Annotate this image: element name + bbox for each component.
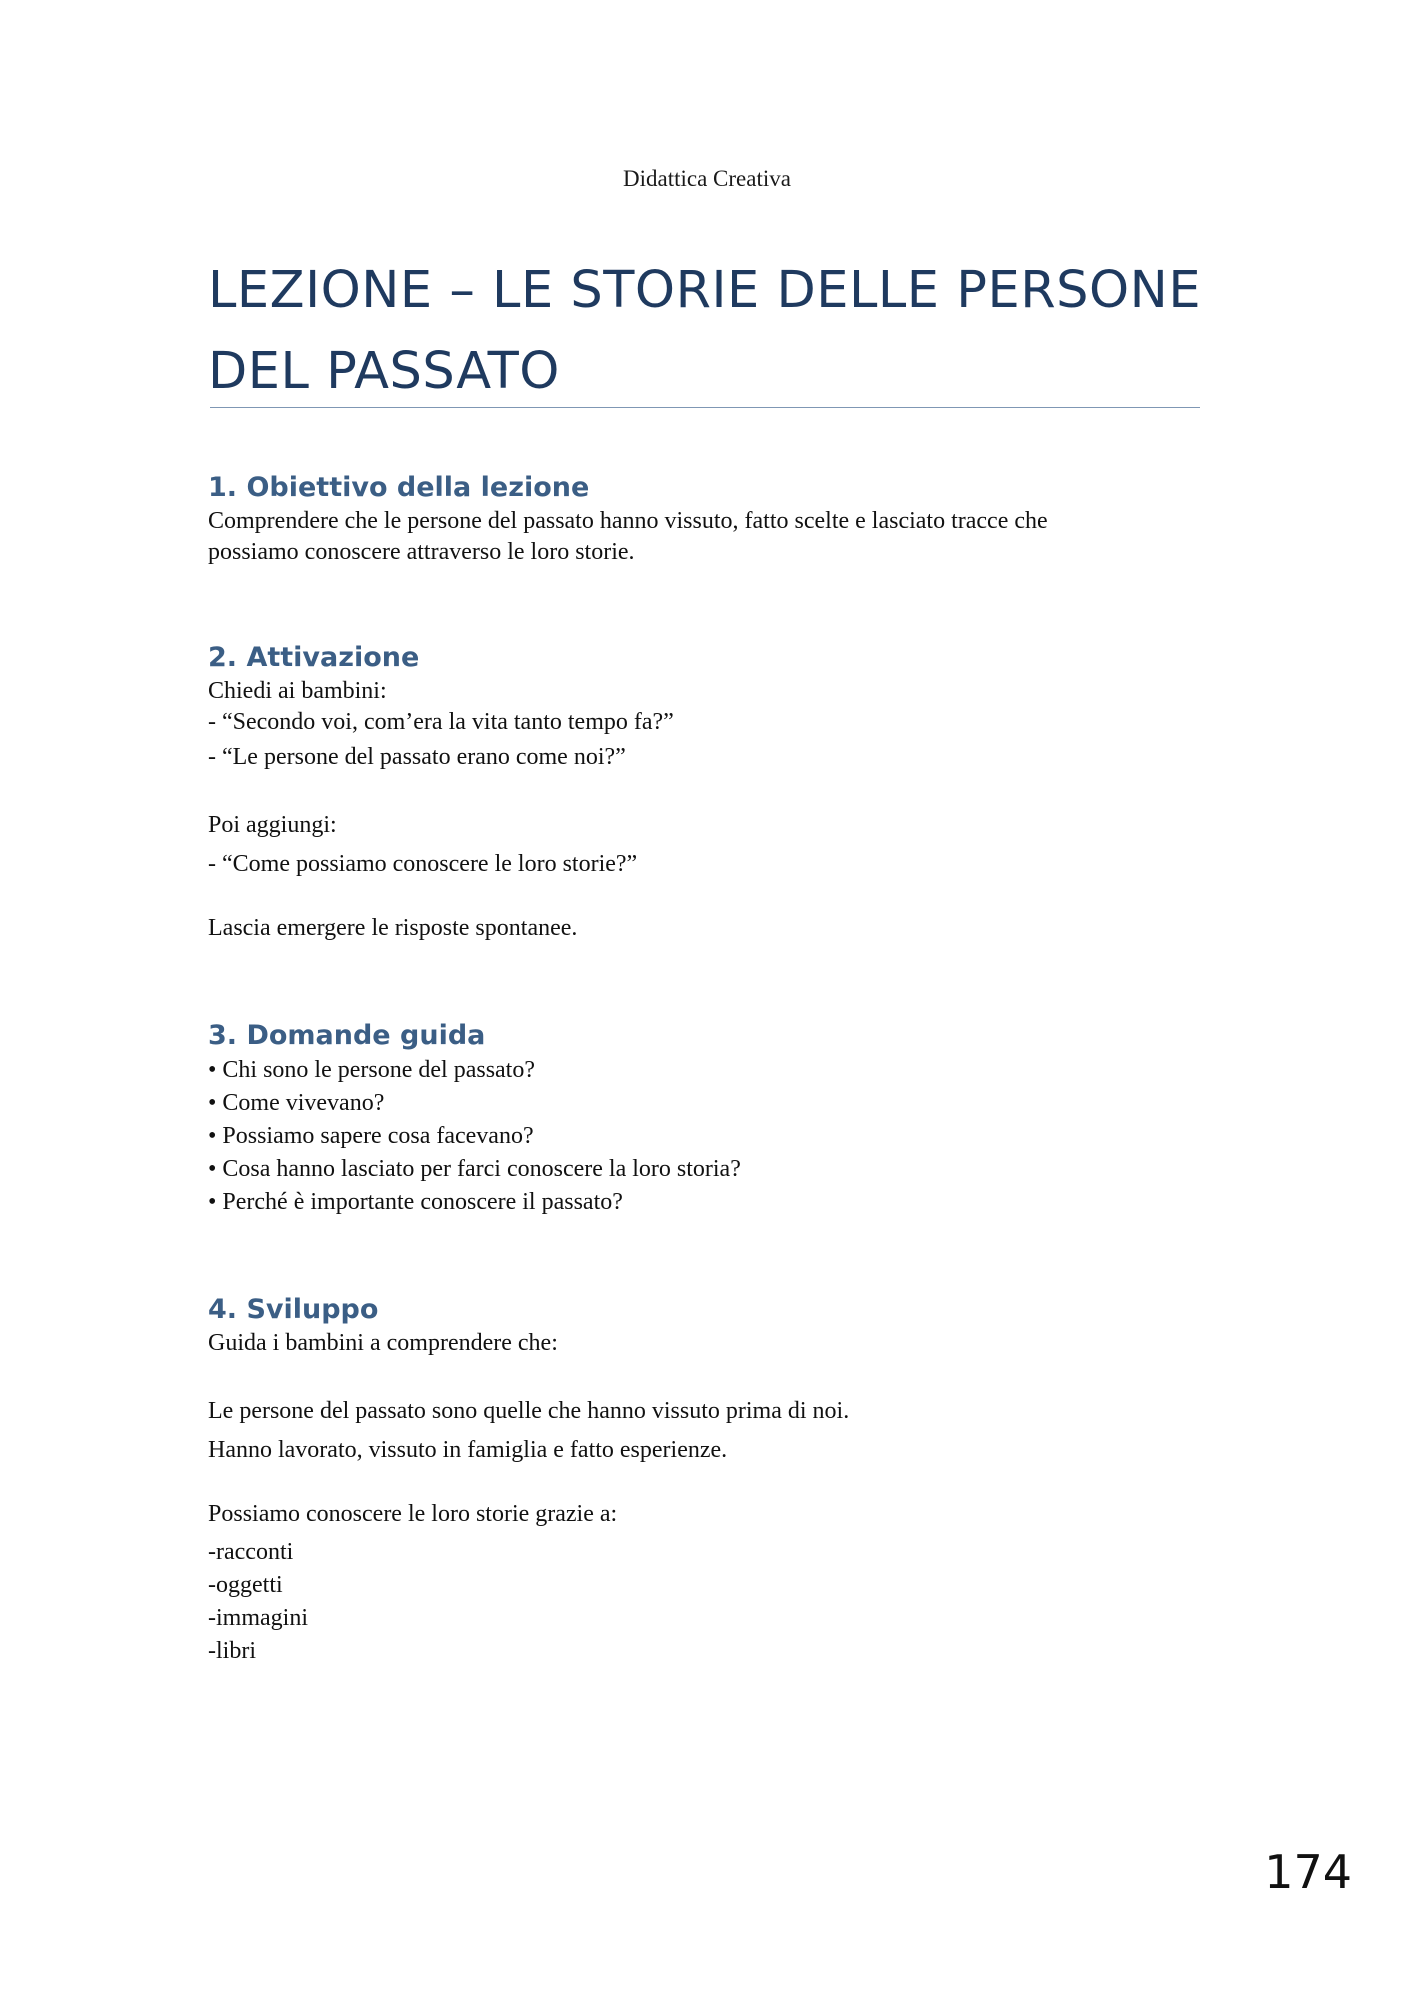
question-line: - “Le persone del passato erano come noi?” xyxy=(208,744,626,770)
list-item: • Perché è importante conoscere il passato? xyxy=(208,1189,623,1215)
list-item: -racconti xyxy=(208,1539,294,1565)
body-line: possiamo conoscere attraverso le loro storie. xyxy=(208,539,635,565)
question-line: - “Secondo voi, com’era la vita tanto tempo fa?” xyxy=(208,709,674,735)
body-line: Possiamo conoscere le loro storie grazie a: xyxy=(208,1501,618,1527)
body-line: Comprendere che le persone del passato hanno vissuto, fatto scelte e lasciato tracce che xyxy=(208,508,1048,534)
list-item: • Chi sono le persone del passato? xyxy=(208,1057,535,1083)
page-title xyxy=(208,250,1208,412)
section-heading: 3. Domande guida xyxy=(208,1020,486,1051)
title-line-2: DEL PASSATO xyxy=(208,342,560,401)
section-domande-guida xyxy=(208,1018,1208,1219)
section-obiettivo xyxy=(208,470,1208,568)
title-divider xyxy=(210,407,1200,408)
list-item: • Possiamo sapere cosa facevano? xyxy=(208,1123,534,1149)
running-header: Didattica Creativa xyxy=(623,166,791,191)
body-line: Lascia emergere le risposte spontanee. xyxy=(208,915,578,941)
list-item: • Come vivevano? xyxy=(208,1090,385,1116)
section-heading: 4. Sviluppo xyxy=(208,1294,379,1325)
body-line: Poi aggiungi: xyxy=(208,812,337,838)
title-line-1: LEZIONE – LE STORIE DELLE PERSONE xyxy=(208,261,1202,320)
body-line: Le persone del passato sono quelle che hanno vissuto prima di noi. xyxy=(208,1398,850,1424)
list-item: • Cosa hanno lasciato per farci conoscere la loro storia? xyxy=(208,1156,741,1182)
list-item: -oggetti xyxy=(208,1572,283,1598)
list-item: -immagini xyxy=(208,1605,308,1631)
body-line: Hanno lavorato, vissuto in famiglia e fatto esperienze. xyxy=(208,1437,728,1463)
body-line: Guida i bambini a comprendere che: xyxy=(208,1330,558,1356)
section-heading: 1. Obiettivo della lezione xyxy=(208,472,590,503)
question-line: - “Come possiamo conoscere le loro storie?” xyxy=(208,851,638,877)
section-attivazione xyxy=(208,640,1208,944)
section-heading: 2. Attivazione xyxy=(208,642,420,673)
body-line: Chiedi ai bambini: xyxy=(208,678,387,704)
page-number: 174 xyxy=(1264,1845,1352,1899)
list-item: -libri xyxy=(208,1638,256,1664)
section-sviluppo xyxy=(208,1292,1208,1668)
